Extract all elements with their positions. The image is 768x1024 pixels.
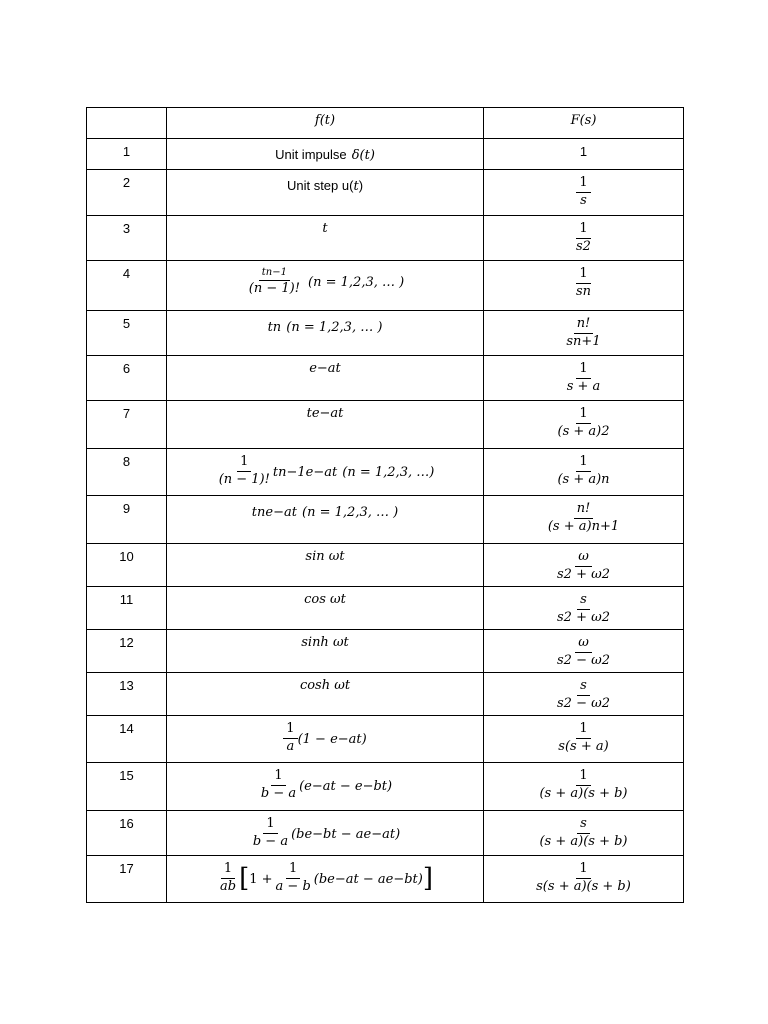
table-row — [87, 856, 684, 903]
table-row — [87, 763, 684, 811]
f-cell: sin ωt — [167, 544, 484, 587]
table-row — [87, 544, 684, 587]
row-number: 16 — [87, 811, 167, 856]
f-cell: $\frac{1}{b - a}$ (e−at − e−bt) — [167, 763, 484, 811]
F-cell: $\frac{1}{s2}$ — [484, 216, 684, 261]
table-row — [87, 673, 684, 716]
table-row — [87, 356, 684, 401]
f-cell: $\frac{1}{ab}$ [1 + $\frac{1}{a - b}$ (be−at − ae−bt)] — [167, 856, 484, 903]
row-number: 5 — [87, 311, 167, 356]
f-cell: $\frac{1}{a}$ (1 − e−at) — [167, 716, 484, 763]
table-row — [87, 311, 684, 356]
table-row — [87, 261, 684, 311]
table-row — [87, 496, 684, 544]
F-cell: $\frac{s}{s2 - \omega 2}$ — [484, 673, 684, 716]
F-cell: $\frac{\omega}{s2 + \omega 2}$ — [484, 544, 684, 587]
row-number: 9 — [87, 496, 167, 544]
row-number: 11 — [87, 587, 167, 630]
row-number: 1 — [87, 139, 167, 170]
F-cell: $\frac{s}{s2 + \omega 2}$ — [484, 587, 684, 630]
f-cell: $\frac{1}{b - a}$ (be−bt − ae−at) — [167, 811, 484, 856]
f-cell: $\frac{1}{(n - 1)!}$ tn−1e−at (n = 1,2,3, …) — [167, 449, 484, 496]
table-row — [87, 811, 684, 856]
row-number: 13 — [87, 673, 167, 716]
f-cell: t — [167, 216, 484, 261]
f-cell: Unit step u(t) — [167, 170, 484, 216]
table-row — [87, 170, 684, 216]
f-cell: Unit impulse δ(t) — [167, 139, 484, 170]
table-row — [87, 716, 684, 763]
row-number: 8 — [87, 449, 167, 496]
F-cell: $\frac{1}{s}$ — [484, 170, 684, 216]
f-cell: e−at — [167, 356, 484, 401]
row-number: 7 — [87, 401, 167, 449]
F-cell: $\frac{n!}{(s + a)n+1}$ — [484, 496, 684, 544]
F-cell: $\frac{1}{s(s + a)}$ — [484, 716, 684, 763]
F-cell: $\frac{1}{(s + a)2}$ — [484, 401, 684, 449]
F-cell: $\frac{1}{sn}$ — [484, 261, 684, 311]
row-number: 10 — [87, 544, 167, 587]
table-row — [87, 139, 684, 170]
F-cell: $\frac{1}{(s + a)n}$ — [484, 449, 684, 496]
f-cell: tn (n = 1,2,3, … ) — [167, 311, 484, 356]
row-number: 6 — [87, 356, 167, 401]
f-cell: te−at — [167, 401, 484, 449]
f-cell: tne−at (n = 1,2,3, … ) — [167, 496, 484, 544]
row-number: 14 — [87, 716, 167, 763]
F-cell: $\frac{n!}{sn+1}$ — [484, 311, 684, 356]
row-number: 12 — [87, 630, 167, 673]
f-cell: sinh ωt — [167, 630, 484, 673]
laplace-transform-table — [86, 107, 684, 903]
F-cell: $\frac{s}{(s + a)(s + b)}$ — [484, 811, 684, 856]
F-of-s-header: F(s) — [484, 108, 684, 139]
f-cell: cos ωt — [167, 587, 484, 630]
table-row — [87, 630, 684, 673]
row-number: 17 — [87, 856, 167, 903]
index-header — [87, 108, 167, 139]
row-number: 4 — [87, 261, 167, 311]
table-row — [87, 587, 684, 630]
F-cell: $\frac{1}{s(s + a)(s + b)}$ — [484, 856, 684, 903]
F-cell: $\frac{1}{(s + a)(s + b)}$ — [484, 763, 684, 811]
row-number: 3 — [87, 216, 167, 261]
F-cell: $\frac{1}{s + a}$ — [484, 356, 684, 401]
F-cell: 1 — [484, 139, 684, 170]
f-cell: tn−1 (n − 1)! (n = 1,2,3, … ) — [167, 261, 484, 311]
F-cell: $\frac{\omega}{s2 - \omega 2}$ — [484, 630, 684, 673]
row-number: 15 — [87, 763, 167, 811]
row-number: 2 — [87, 170, 167, 216]
table-row — [87, 401, 684, 449]
f-of-t-header: f(t) — [167, 108, 484, 139]
header-row — [87, 108, 684, 139]
f-cell: cosh ωt — [167, 673, 484, 716]
table-row — [87, 216, 684, 261]
table-row — [87, 449, 684, 496]
